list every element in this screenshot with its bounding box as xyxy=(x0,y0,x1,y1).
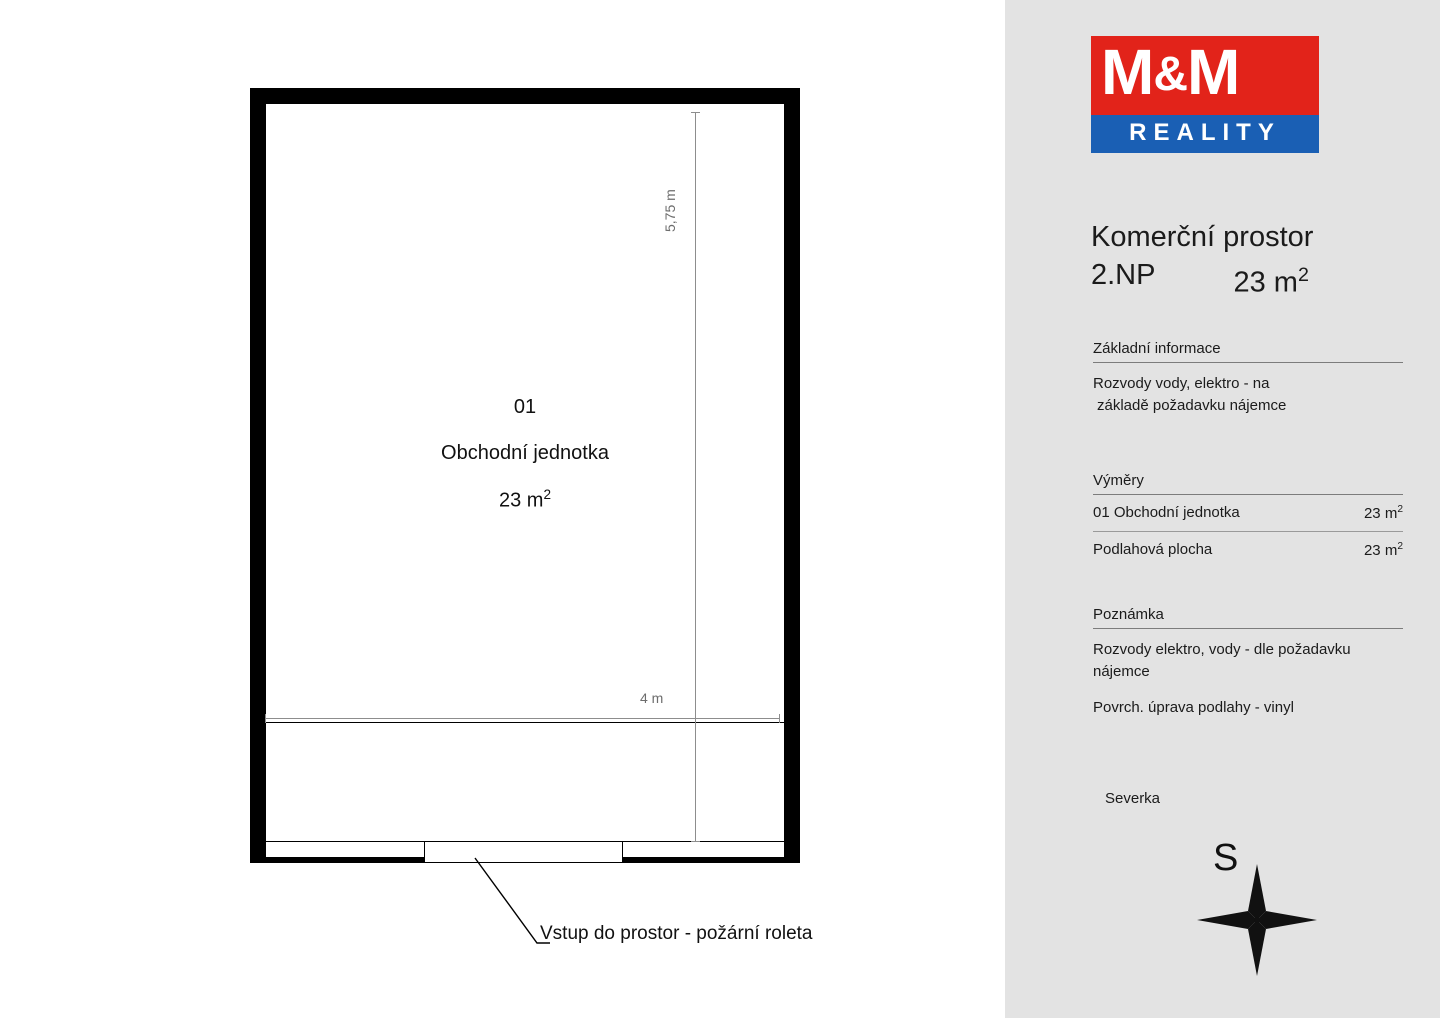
page-title: Komerční prostor xyxy=(1091,221,1314,253)
logo-letter-m2: M xyxy=(1186,36,1240,108)
compass-caption: Severka xyxy=(1105,790,1161,807)
dimension-label-vertical: 5,75 m xyxy=(662,189,678,232)
section-basic-info xyxy=(1093,340,1403,417)
brand-logo xyxy=(1091,36,1319,153)
total-area-value: 23 m xyxy=(1233,266,1298,299)
total-area xyxy=(1233,256,1308,302)
basic-line-1: Rozvody vody, elektro - na xyxy=(1093,375,1270,392)
entrance-annotation: Vstup do prostor - požární roleta xyxy=(540,923,813,944)
section-basic-heading: Základní informace xyxy=(1093,340,1403,363)
compass-icon xyxy=(1195,828,1335,978)
logo-letter-m1: M xyxy=(1101,36,1154,108)
measure-value xyxy=(1364,504,1403,522)
note-line-3: Povrch. úprava podlahy - vinyl xyxy=(1093,699,1294,716)
room-label-group xyxy=(300,392,750,516)
logo-wordmark xyxy=(1091,36,1319,115)
room-area-value: 23 m xyxy=(498,489,544,512)
measure-value xyxy=(1364,541,1403,559)
section-note-body xyxy=(1093,629,1403,719)
measure-value-number: 23 m xyxy=(1363,542,1398,559)
floor-label: 2.NP xyxy=(1091,259,1156,291)
compass-north-letter: S xyxy=(1213,837,1239,879)
title-block xyxy=(1091,218,1411,302)
dimension-line-vertical xyxy=(695,112,696,842)
room-number: 01 xyxy=(513,396,537,418)
section-note-heading: Poznámka xyxy=(1093,606,1403,629)
title-subrow xyxy=(1091,256,1411,302)
logo-ampersand: & xyxy=(1153,48,1187,101)
shopfront-glazing-right xyxy=(623,841,784,858)
table-row xyxy=(1093,532,1403,568)
note-line-2: nájemce xyxy=(1093,663,1150,680)
measure-value-exponent: 2 xyxy=(1397,504,1403,515)
room-area-exponent: 2 xyxy=(543,487,552,502)
section-basic-body xyxy=(1093,363,1403,417)
basic-line-2: základě požadavku nájemce xyxy=(1097,397,1287,414)
dimension-cap-top xyxy=(691,112,700,113)
logo-subtitle: REALITY xyxy=(1091,115,1319,153)
measure-label: 01 Obchodní jednotka xyxy=(1093,504,1240,521)
measure-label: Podlahová plocha xyxy=(1093,541,1213,558)
total-area-exponent: 2 xyxy=(1297,264,1309,286)
section-measures-heading: Výměry xyxy=(1093,472,1403,495)
dimension-label-horizontal: 4 m xyxy=(640,690,664,706)
section-note xyxy=(1093,606,1403,719)
front-zone-divider xyxy=(266,722,784,723)
spacer xyxy=(1093,683,1403,697)
section-measures xyxy=(1093,472,1403,568)
dimension-cap-left xyxy=(265,714,266,723)
dimension-cap-right xyxy=(779,714,780,723)
measure-value-exponent: 2 xyxy=(1397,541,1403,552)
room-area xyxy=(300,480,750,516)
measure-value-number: 23 m xyxy=(1363,505,1398,522)
dimension-line-horizontal xyxy=(265,718,780,719)
dimension-cap-bottom xyxy=(691,841,700,842)
table-row xyxy=(1093,495,1403,531)
room-name: Obchodní jednotka xyxy=(441,442,609,464)
note-line-1: Rozvody elektro, vody - dle požadavku xyxy=(1093,641,1351,658)
